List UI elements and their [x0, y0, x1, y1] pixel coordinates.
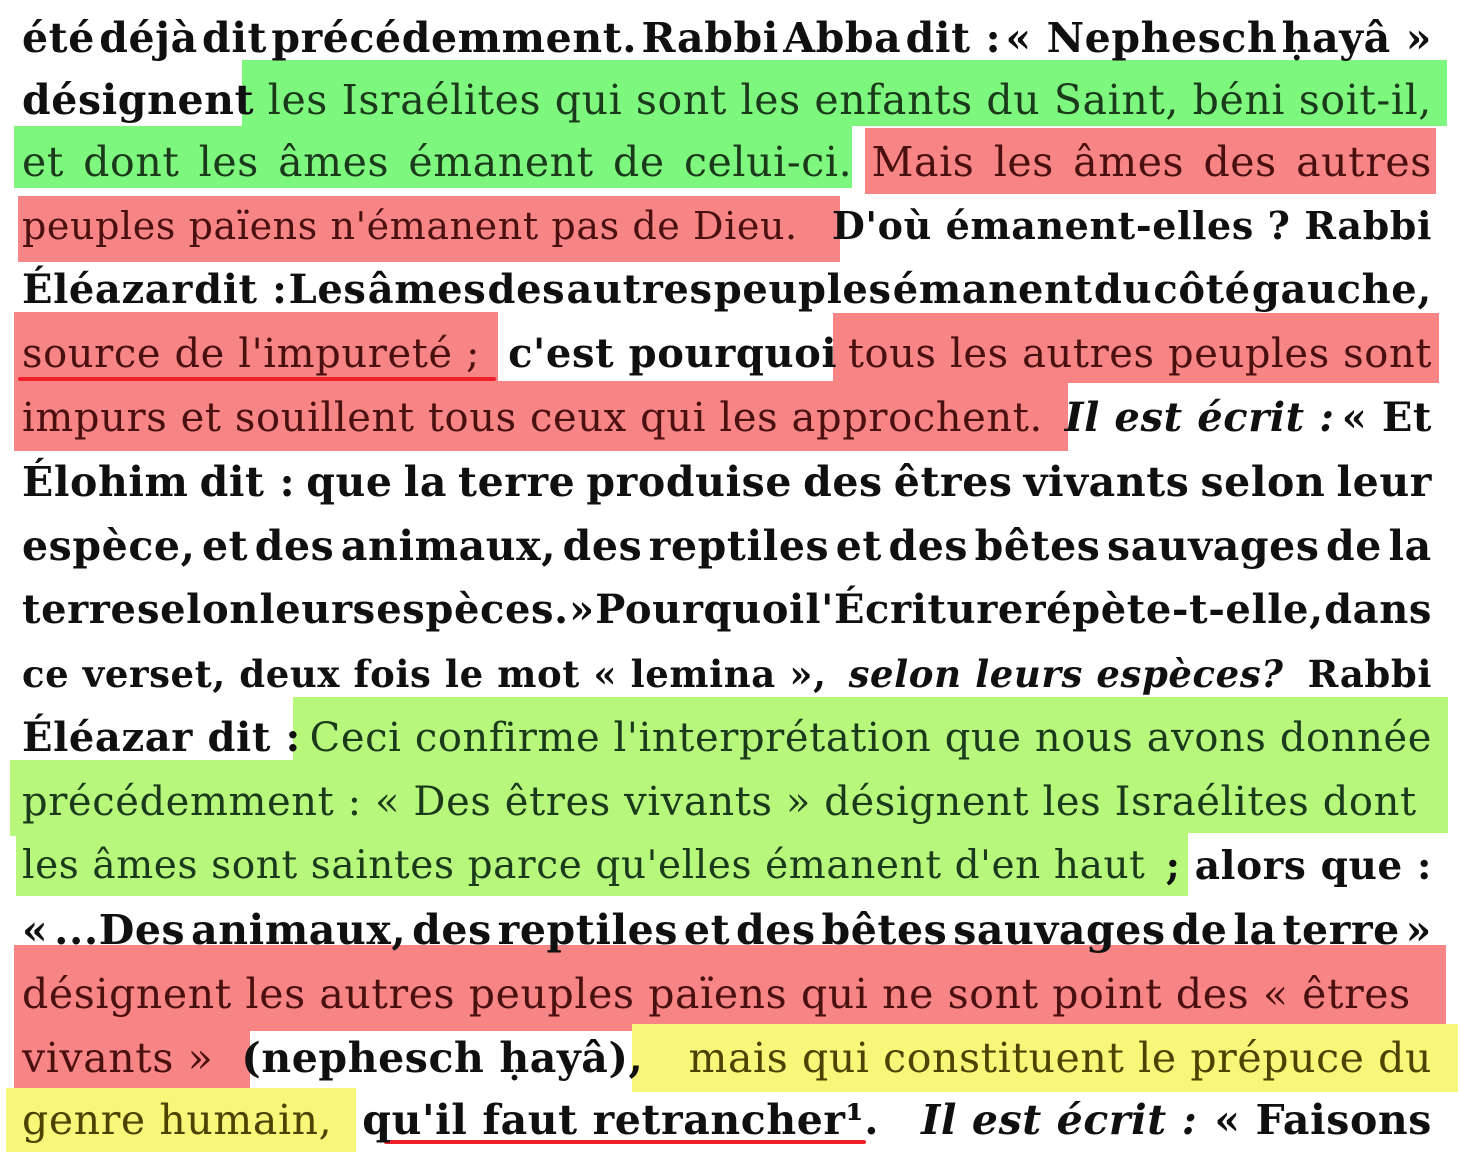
text-span: Ceci confirme l'interprétation que nous avons donnée: [309, 715, 1432, 761]
word: Rabbi: [641, 14, 779, 62]
word: leur: [1336, 458, 1432, 506]
word: »: [569, 586, 595, 633]
text-span: « Et: [1341, 394, 1432, 441]
text-line-10: [22, 578, 1432, 642]
text-line-18: [22, 1088, 1432, 1152]
word: de: [1171, 906, 1228, 954]
word: la: [1233, 906, 1277, 954]
word: précédemment.: [271, 14, 638, 62]
word: et: [22, 138, 64, 186]
text-span: D'où émanent-elles ? Rabbi: [831, 203, 1432, 248]
word: bêtes: [974, 522, 1101, 570]
word: des: [412, 906, 492, 954]
text-line-3: [22, 130, 1432, 194]
text-span: source de l'impureté ;: [22, 331, 481, 377]
word: selon: [1200, 458, 1326, 506]
word: bêtes: [821, 906, 948, 954]
word: les: [740, 76, 801, 124]
word: terre: [1282, 906, 1400, 954]
text-span: « Faisons: [1214, 1096, 1432, 1144]
text-span: mais qui constituent le prépuce du: [688, 1034, 1432, 1082]
word: Éléazar: [22, 266, 193, 313]
text-span: Il est écrit :: [921, 1096, 1198, 1144]
word: de: [613, 138, 665, 186]
word: Pourquoi: [595, 586, 805, 633]
word: espèces.: [376, 586, 569, 633]
word: dit: [202, 14, 268, 62]
text-span: qu'il faut retrancher¹.: [362, 1096, 880, 1144]
word: des: [888, 522, 969, 570]
word: ...Des: [54, 906, 186, 954]
text-line-9: [22, 514, 1432, 578]
word: des: [1203, 138, 1277, 186]
word: du: [1093, 266, 1153, 313]
word: Israélites: [341, 76, 542, 124]
word: Mais: [871, 138, 975, 186]
word: déjà: [99, 14, 198, 62]
word: désignent: [22, 76, 255, 124]
word: été: [22, 14, 95, 62]
word: des: [487, 266, 566, 313]
word: gauche,: [1251, 266, 1432, 313]
text-span: ; alors que :: [1165, 843, 1432, 889]
text-span: tous les autres peuples sont: [847, 331, 1432, 377]
text-line-17: [22, 1026, 1432, 1090]
word: que: [306, 458, 393, 506]
word: des: [254, 522, 335, 570]
text-line-16: [22, 962, 1432, 1026]
word: la: [403, 458, 447, 506]
text-line-11: [22, 642, 1432, 706]
text-line-13: [22, 770, 1432, 834]
text-span: précédemment : « Des êtres vivants » désignent les Israélites dont: [22, 779, 1417, 825]
word: âmes: [1073, 138, 1185, 186]
text-span: c'est pourquoi: [508, 330, 838, 377]
word: âmes: [278, 138, 390, 186]
word: terre: [458, 458, 576, 506]
word: des: [735, 906, 816, 954]
text-span: genre humain,: [22, 1096, 333, 1144]
text-line-5: [22, 258, 1432, 322]
word: sauvages: [953, 906, 1166, 954]
word: Les: [288, 266, 367, 313]
text-span: vivants »: [22, 1034, 214, 1082]
word: les: [267, 76, 328, 124]
word: sont: [635, 76, 727, 124]
word: et: [683, 906, 731, 954]
text-span: les âmes sont saintes parce qu'elles émanent d'en haut: [22, 843, 1146, 888]
word: selon: [137, 586, 259, 633]
word: et: [201, 522, 249, 570]
text-line-8: [22, 450, 1432, 514]
text-span: selon leurs espèces?: [848, 652, 1284, 696]
text-line-15: [22, 898, 1432, 962]
word: autres: [566, 266, 713, 313]
word: »: [1405, 906, 1432, 954]
word: «: [22, 906, 49, 954]
text-line-12: [22, 706, 1432, 770]
word: produise: [586, 458, 793, 506]
word: Saint,: [1053, 76, 1180, 124]
text-span: Rabbi: [1307, 652, 1432, 696]
word: dit :: [199, 458, 296, 506]
word: vivants: [1023, 458, 1190, 506]
text-span: Il est écrit :: [1064, 394, 1335, 441]
word: et: [835, 522, 882, 570]
word: enfants: [814, 76, 973, 124]
word: l'Écriture: [805, 586, 1024, 633]
word: répète-t-elle,: [1024, 586, 1324, 633]
word: sauvages: [1107, 522, 1320, 570]
text-span: impurs et souillent tous ceux qui les approchent.: [22, 395, 1043, 441]
word: celui-ci.: [683, 138, 853, 186]
text-line-7: [22, 386, 1432, 450]
word: animaux,: [191, 906, 407, 954]
text-span: (nephesch ḥayâ),: [241, 1034, 644, 1082]
text-span: ce verset, deux fois le mot « lemina »,: [22, 652, 827, 696]
word: émanent: [892, 266, 1093, 313]
word: dont: [83, 138, 180, 186]
word: dans: [1324, 586, 1432, 633]
word: la: [1388, 522, 1432, 570]
word: dit :: [905, 14, 1002, 62]
word: les: [198, 138, 259, 186]
text-line-14: [22, 834, 1432, 898]
word: espèce,: [22, 522, 196, 570]
word: les: [993, 138, 1054, 186]
word: émanent: [408, 138, 594, 186]
text-span: désignent les autres peuples païens qui ne sont point des « êtres: [22, 970, 1411, 1018]
text-line-2: [22, 68, 1432, 132]
text-span: peuples païens n'émanent pas de Dieu.: [22, 204, 798, 248]
word: qui: [554, 76, 623, 124]
word: Élohim: [22, 458, 189, 506]
word: êtres: [893, 458, 1013, 506]
word: terre: [22, 586, 137, 633]
text-span: Éléazar dit :: [22, 714, 301, 761]
word: reptiles: [497, 906, 679, 954]
word: des: [803, 458, 883, 506]
word: côté: [1153, 266, 1251, 313]
word: du: [986, 76, 1041, 124]
word: autres: [1296, 138, 1432, 186]
text-line-6: [22, 322, 1432, 386]
word: reptiles: [648, 522, 830, 570]
word: « Nephesch: [1005, 14, 1278, 62]
word: béni: [1192, 76, 1286, 124]
word: des: [562, 522, 643, 570]
word: peuples: [713, 266, 892, 313]
word: leurs: [259, 586, 376, 633]
word: de: [1326, 522, 1382, 570]
word: ḥayâ »: [1281, 14, 1432, 62]
word: âmes: [367, 266, 487, 313]
word: soit-il,: [1298, 76, 1432, 124]
word: animaux,: [340, 522, 557, 570]
text-line-1: [22, 6, 1432, 70]
word: dit :: [194, 266, 288, 313]
text-line-4: [22, 194, 1432, 258]
word: Abba: [783, 14, 902, 62]
